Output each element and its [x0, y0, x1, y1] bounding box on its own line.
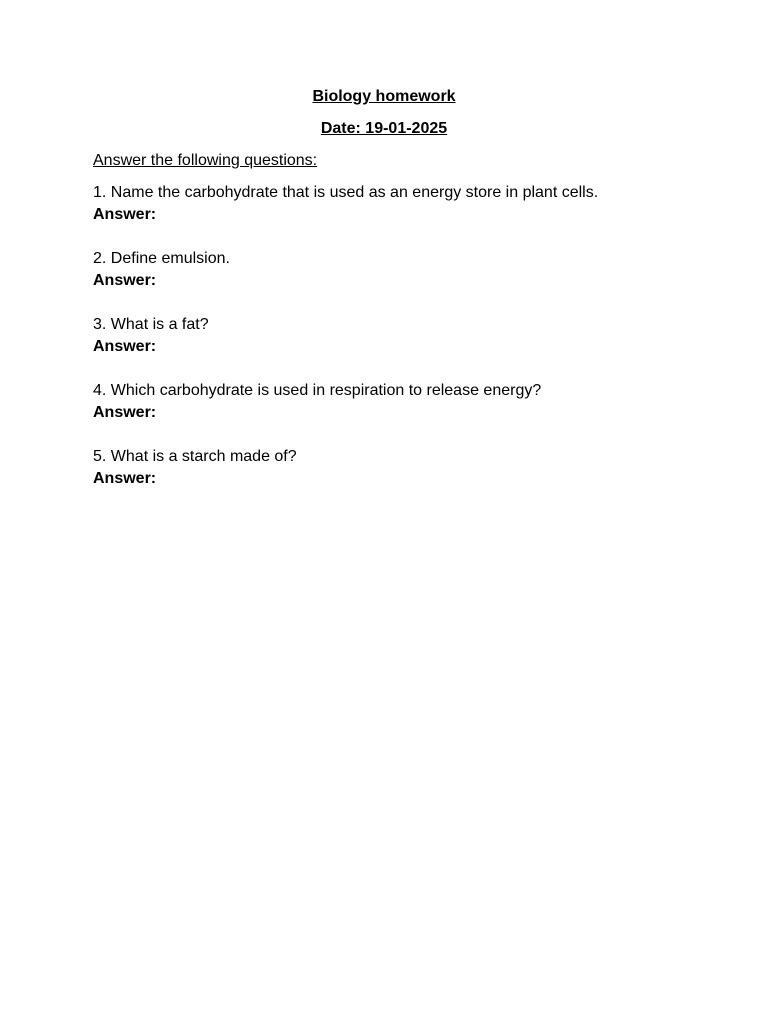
document-body — [93, 86, 693, 490]
question-item — [93, 446, 693, 490]
document-title: Biology homework — [312, 88, 456, 105]
answer-label: Answer: — [93, 404, 157, 421]
instructions-text: Answer the following questions: — [93, 152, 318, 169]
answer-label: Answer: — [93, 470, 157, 487]
question-item — [93, 248, 693, 292]
document-date: Date: 19-01-2025 — [320, 120, 448, 137]
question-text: 2. Define emulsion. — [93, 250, 230, 267]
answer-label: Answer: — [93, 272, 157, 289]
question-text: 4. Which carbohydrate is used in respiration to release energy? — [93, 382, 542, 399]
question-item — [93, 182, 693, 226]
question-item — [93, 314, 693, 358]
question-item — [93, 380, 693, 424]
answer-label: Answer: — [93, 338, 157, 355]
question-text: 3. What is a fat? — [93, 316, 209, 333]
answer-label: Answer: — [93, 206, 157, 223]
question-text: 5. What is a starch made of? — [93, 448, 297, 465]
question-text: 1. Name the carbohydrate that is used as an energy store in plant cells. — [93, 184, 599, 201]
